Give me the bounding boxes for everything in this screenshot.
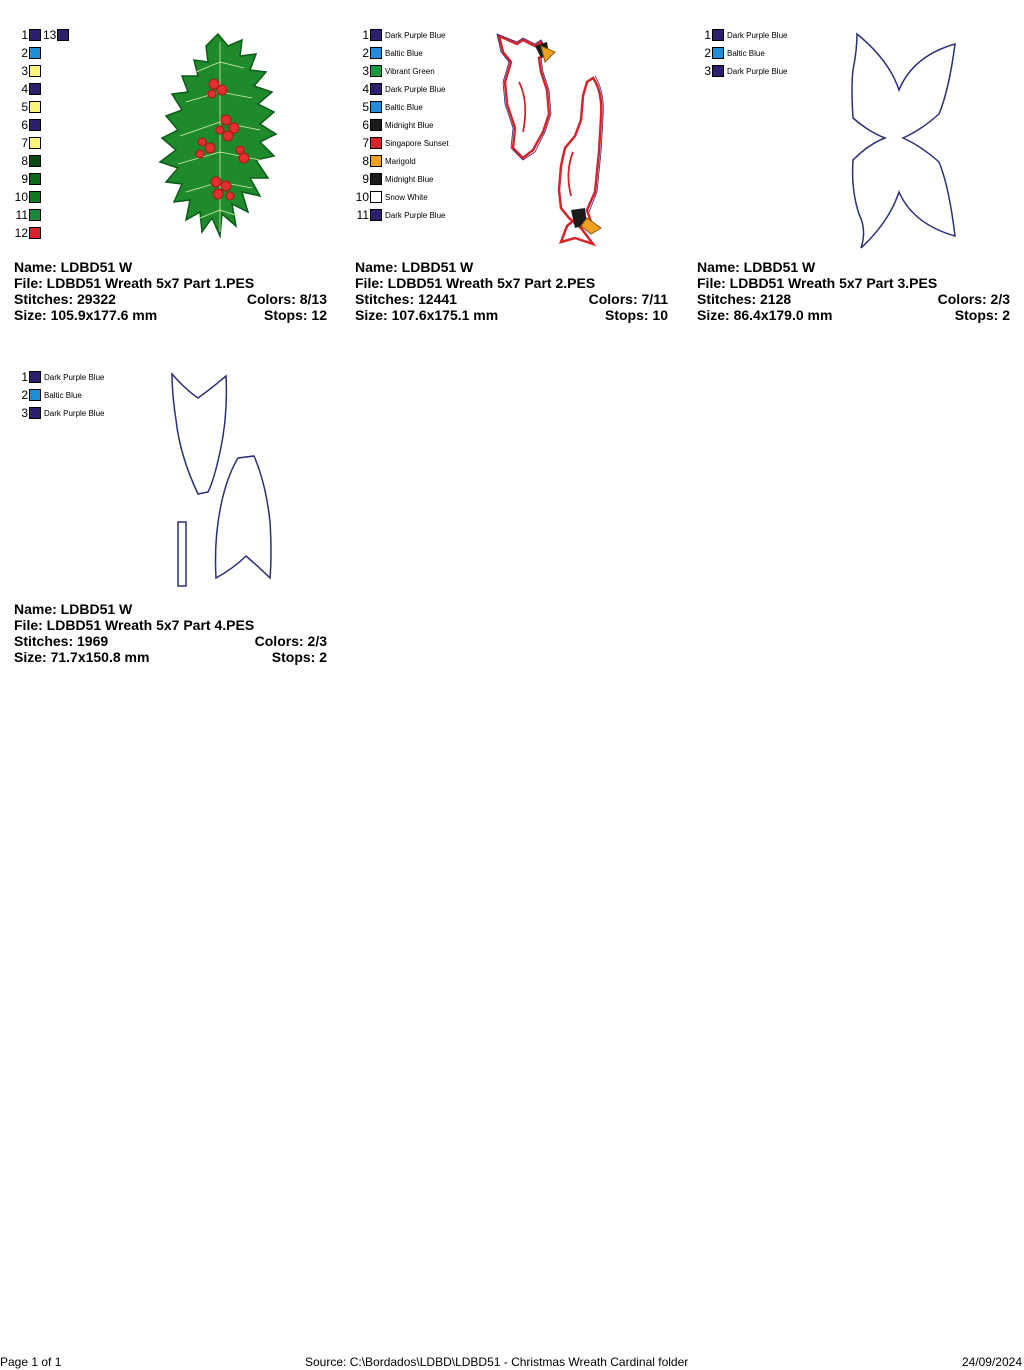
color-row	[14, 98, 41, 116]
color-row	[14, 188, 41, 206]
stitch-count: Stitches: 1969	[14, 633, 109, 649]
cardinal-birds-icon	[495, 32, 623, 250]
page-number: Page 1 of 1	[0, 1355, 62, 1369]
color-swatch	[370, 119, 382, 131]
color-swatch	[370, 209, 382, 221]
color-swatch	[370, 155, 382, 167]
stops-count: Stops: 2	[271, 649, 327, 665]
design-size: Size: 107.6x175.1 mm	[355, 307, 499, 323]
color-number: 3	[704, 64, 711, 78]
color-number: 5	[362, 100, 369, 114]
color-name: Dark Purple Blue	[44, 372, 105, 382]
source-path: Source: C:\Bordados\LDBD\LDBD51 - Christmas Wreath Cardinal folder	[305, 1355, 689, 1369]
design-info	[355, 259, 668, 323]
design-info	[697, 259, 1010, 323]
color-number: 9	[21, 172, 28, 186]
color-name: Baltic Blue	[385, 48, 423, 58]
color-name: Dark Purple Blue	[44, 408, 105, 418]
color-row	[697, 62, 787, 80]
color-swatch	[370, 47, 382, 59]
color-row	[355, 134, 449, 152]
color-name: Midnight Blue	[385, 120, 434, 130]
color-number: 2	[362, 46, 369, 60]
color-name: Baltic Blue	[727, 48, 765, 58]
color-number: 1	[21, 28, 28, 42]
color-row	[355, 44, 423, 62]
color-swatch	[29, 227, 41, 239]
color-swatch	[712, 65, 724, 77]
color-swatch	[29, 173, 41, 185]
color-swatch	[29, 407, 41, 419]
design-name: Name: LDBD51 W	[355, 259, 474, 275]
color-number: 10	[14, 190, 28, 204]
color-row	[355, 116, 433, 134]
color-name: Dark Purple Blue	[385, 30, 446, 40]
design-size: Size: 71.7x150.8 mm	[14, 649, 150, 665]
color-number: 7	[362, 136, 369, 150]
color-number: 2	[704, 46, 711, 60]
color-row	[14, 80, 41, 98]
color-name: Midnight Blue	[385, 174, 434, 184]
color-swatch	[29, 65, 41, 77]
color-swatch	[370, 83, 382, 95]
color-number: 11	[15, 208, 28, 222]
color-number: 4	[21, 82, 28, 96]
color-row	[14, 134, 41, 152]
stops-count: Stops: 2	[954, 307, 1010, 323]
color-name: Singapore Sunset	[385, 138, 449, 148]
color-name: Dark Purple Blue	[727, 30, 788, 40]
colors-count: Colors: 7/11	[588, 291, 668, 307]
color-row	[14, 368, 104, 386]
color-row	[355, 170, 433, 188]
color-swatch	[29, 47, 41, 59]
color-swatch	[29, 155, 41, 167]
ribbon-tails-outline-icon	[168, 372, 276, 590]
color-number: 1	[21, 370, 28, 384]
color-swatch	[29, 83, 41, 95]
color-swatch	[29, 101, 41, 113]
color-name: Baltic Blue	[44, 390, 82, 400]
design-block-4	[14, 368, 334, 688]
color-swatch	[370, 101, 382, 113]
design-block-1	[14, 26, 334, 346]
color-number: 11	[356, 208, 369, 222]
color-number: 6	[362, 118, 369, 132]
color-row	[14, 404, 104, 422]
color-swatch	[712, 47, 724, 59]
color-number: 5	[21, 100, 28, 114]
design-info	[14, 601, 327, 665]
color-number: 8	[362, 154, 369, 168]
stitch-count: Stitches: 2128	[697, 291, 792, 307]
design-name: Name: LDBD51 W	[14, 601, 133, 617]
bow-outline-icon	[849, 30, 959, 252]
design-block-3	[697, 26, 1017, 346]
color-number: 1	[362, 28, 369, 42]
color-row	[14, 224, 41, 242]
color-name: Baltic Blue	[385, 102, 423, 112]
color-swatch	[370, 137, 382, 149]
color-name: Marigold	[385, 156, 416, 166]
color-row	[355, 152, 416, 170]
color-row	[355, 206, 445, 224]
print-date: 24/09/2024	[961, 1355, 1022, 1369]
color-number: 2	[21, 388, 28, 402]
design-size: Size: 105.9x177.6 mm	[14, 307, 158, 323]
color-swatch	[370, 191, 382, 203]
design-file: File: LDBD51 Wreath 5x7 Part 1.PES	[14, 275, 255, 291]
color-row	[14, 44, 41, 62]
colors-count: Colors: 8/13	[246, 291, 327, 307]
color-name: Vibrant Green	[385, 66, 435, 76]
color-swatch	[712, 29, 724, 41]
color-row	[14, 62, 41, 80]
design-file: File: LDBD51 Wreath 5x7 Part 3.PES	[697, 275, 938, 291]
design-name: Name: LDBD51 W	[697, 259, 816, 275]
color-row	[697, 26, 787, 44]
design-block-2	[355, 26, 675, 346]
color-swatch	[29, 137, 41, 149]
stops-count: Stops: 10	[604, 307, 668, 323]
color-number: 12	[14, 226, 28, 240]
stops-count: Stops: 12	[263, 307, 327, 323]
color-swatch	[370, 29, 382, 41]
color-number: 3	[362, 64, 369, 78]
color-row	[14, 116, 41, 134]
color-row	[14, 206, 41, 224]
color-row	[14, 386, 82, 404]
color-name: Dark Purple Blue	[727, 66, 788, 76]
color-number: 6	[21, 118, 28, 132]
design-file: File: LDBD51 Wreath 5x7 Part 4.PES	[14, 617, 255, 633]
color-row	[14, 152, 41, 170]
color-number: 10	[355, 190, 369, 204]
color-row	[355, 62, 435, 80]
holly-branch-icon	[156, 32, 288, 250]
color-row-extra	[43, 28, 69, 42]
color-swatch	[370, 65, 382, 77]
color-number: 2	[21, 46, 28, 60]
design-info	[14, 259, 327, 323]
color-row	[697, 44, 765, 62]
color-row	[14, 26, 69, 44]
design-size: Size: 86.4x179.0 mm	[697, 307, 833, 323]
stitch-count: Stitches: 29322	[14, 291, 116, 307]
color-swatch	[29, 29, 41, 41]
color-swatch	[29, 119, 41, 131]
design-name: Name: LDBD51 W	[14, 259, 133, 275]
stitch-count: Stitches: 12441	[355, 291, 457, 307]
color-row	[355, 80, 445, 98]
color-row	[355, 188, 428, 206]
color-number: 1	[704, 28, 711, 42]
color-swatch	[57, 29, 69, 41]
color-row	[355, 26, 445, 44]
color-number: 3	[21, 64, 28, 78]
color-name: Dark Purple Blue	[385, 210, 446, 220]
color-row	[14, 170, 41, 188]
color-number: 7	[21, 136, 28, 150]
color-swatch	[29, 389, 41, 401]
color-number: 9	[362, 172, 369, 186]
color-swatch	[370, 173, 382, 185]
color-number: 3	[21, 406, 28, 420]
color-number: 8	[21, 154, 28, 168]
design-file: File: LDBD51 Wreath 5x7 Part 2.PES	[355, 275, 596, 291]
color-name: Snow White	[385, 192, 428, 202]
color-name: Dark Purple Blue	[385, 84, 446, 94]
color-number: 13	[43, 28, 57, 42]
colors-count: Colors: 2/3	[937, 291, 1010, 307]
color-swatch	[29, 371, 41, 383]
colors-count: Colors: 2/3	[254, 633, 327, 649]
color-swatch	[29, 191, 41, 203]
color-swatch	[29, 209, 41, 221]
color-row	[355, 98, 423, 116]
color-number: 4	[362, 82, 369, 96]
